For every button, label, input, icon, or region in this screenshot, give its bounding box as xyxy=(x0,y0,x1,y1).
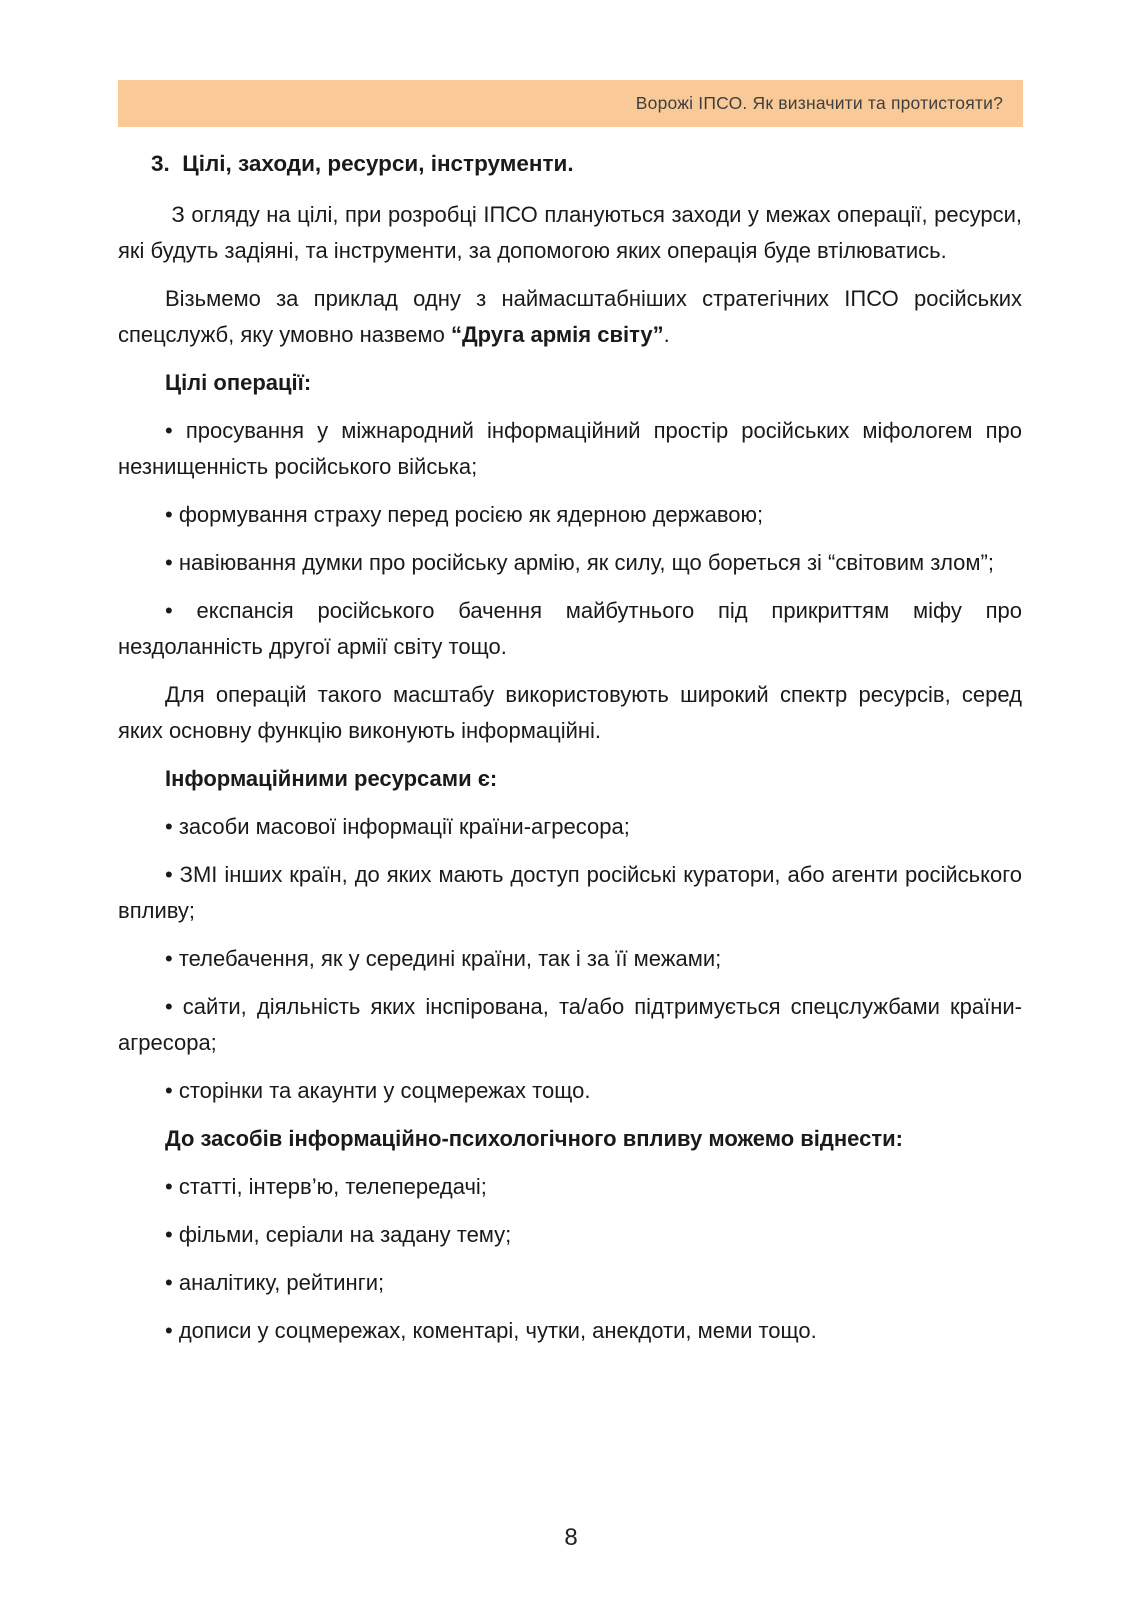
bullet xyxy=(118,1169,1022,1205)
bullet xyxy=(118,941,1022,977)
bullet xyxy=(118,497,1022,533)
bullet-marker: • xyxy=(165,598,197,623)
text-segment: телебачення, як у середині країни, так і за її межами; xyxy=(178,946,722,971)
bullet xyxy=(118,1073,1022,1109)
text-segment: експансія російського бачення майбутнього під прикриттям міфу про нездоланність другої армії світу тощо. xyxy=(118,598,1022,659)
bullet-marker: • xyxy=(165,862,180,887)
text-segment: засоби масової інформації країни-агресора; xyxy=(178,814,630,839)
header-banner-text: Ворожі ІПСО. Як визначити та протистояти? xyxy=(635,93,1003,113)
text-segment: статті, інтерв’ю, телепередачі; xyxy=(178,1174,487,1199)
bullet-marker: • xyxy=(165,1174,179,1199)
text-segment-bold: До засобів інформаційно-психологічного впливу можемо віднести: xyxy=(165,1126,903,1151)
paragraph xyxy=(118,677,1022,749)
page-number: 8 xyxy=(564,1524,578,1551)
text-segment: З огляду на цілі, при розробці ІПСО плануються заходи у межах операції, ресурси, які будуть задіяні, та інструменти, за допомогою яких операція буде втілюватись. xyxy=(118,202,1022,263)
bullet xyxy=(118,545,1022,581)
text-segment: дописи у соцмережах, коментарі, чутки, анекдоти, меми тощо. xyxy=(178,1318,817,1343)
text-segment: фільми, серіали на задану тему; xyxy=(178,1222,512,1247)
text-segment: Для операцій такого масштабу використовують широкий спектр ресурсів, серед яких основну функцію виконують інформаційні. xyxy=(118,682,1022,743)
bullet-marker: • xyxy=(165,1318,179,1343)
text-segment-bold: Інформаційними ресурсами є: xyxy=(165,766,498,791)
bullet xyxy=(118,1265,1022,1301)
text-segment-bold: “Друга армія світу” xyxy=(450,322,664,347)
bullet xyxy=(118,413,1022,485)
text-segment: сайти, діяльність яких інспірована, та/або підтримується спецслужбами країни-агресора; xyxy=(118,994,1022,1055)
text-segment: формування страху перед росією як ядерною державою; xyxy=(178,502,764,527)
bullet-marker: • xyxy=(165,550,179,575)
bullet-marker: • xyxy=(165,994,183,1019)
bullet-marker: • xyxy=(165,814,179,839)
bullet xyxy=(118,1217,1022,1253)
text-segment: . xyxy=(663,322,670,347)
header-banner xyxy=(118,80,1023,127)
text-segment: Візьмемо за приклад одну з наймасштабніших стратегічних ІПСО російських спецслужб, яку умовно назвемо xyxy=(118,286,1022,347)
section-heading xyxy=(118,146,1022,182)
bullet xyxy=(118,989,1022,1061)
paragraph xyxy=(118,281,1022,353)
bullet-marker: • xyxy=(165,946,179,971)
sub-heading xyxy=(118,365,1022,401)
bullet-marker: • xyxy=(165,502,179,527)
sub-heading xyxy=(118,761,1022,797)
bullet-marker: • xyxy=(165,1222,179,1247)
bullet xyxy=(118,593,1022,665)
text-segment: сторінки та акаунти у соцмережах тощо. xyxy=(178,1078,591,1103)
text-segment: ЗМІ інших країн, до яких мають доступ російські куратори, або агенти російського впливу; xyxy=(118,862,1022,923)
bullet-marker: • xyxy=(165,1078,179,1103)
bullet xyxy=(118,1313,1022,1349)
text-segment: навіювання думки про російську армію, як силу, що бореться зі “світовим злом”; xyxy=(178,550,994,575)
bullet xyxy=(118,809,1022,845)
text-segment: просування у міжнародний інформаційний простір російських міфологем про незнищенність російського війська; xyxy=(118,418,1022,479)
paragraph xyxy=(118,197,1022,269)
bullet-marker: • xyxy=(165,1270,179,1295)
bullet-marker: • xyxy=(165,418,186,443)
text-segment-bold: 3. Цілі, заходи, ресурси, інструменти. xyxy=(151,151,574,176)
bullet xyxy=(118,857,1022,929)
text-segment-bold: Цілі операції: xyxy=(165,370,312,395)
document-content xyxy=(118,146,1022,1361)
text-segment: аналітику, рейтинги; xyxy=(178,1270,385,1295)
sub-heading xyxy=(118,1121,1022,1157)
